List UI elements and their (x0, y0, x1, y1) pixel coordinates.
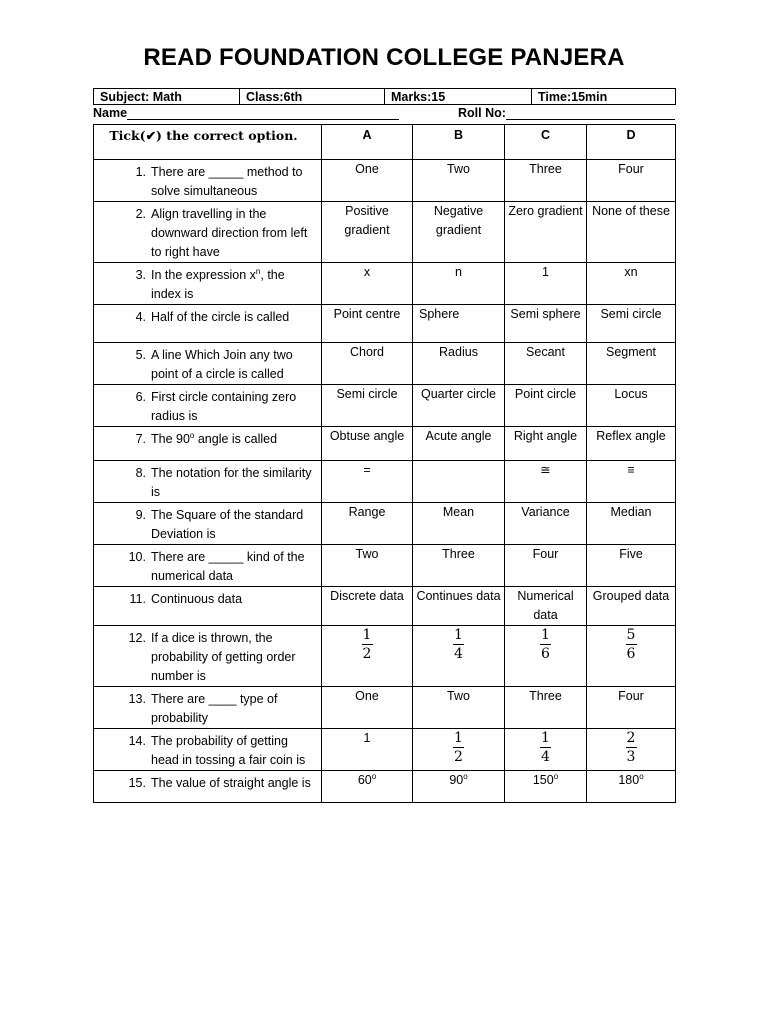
column-a-heading: A (322, 125, 413, 160)
question-row (94, 202, 676, 263)
fraction: $\frac{5}{6}$ (626, 627, 636, 662)
option-c[interactable]: Three (505, 160, 587, 202)
option-d[interactable]: ≡ (587, 461, 676, 503)
option-b[interactable]: 90$^o$ (413, 771, 505, 803)
question-number: 3. (135, 268, 146, 282)
question-row (94, 545, 676, 587)
question-row (94, 263, 676, 305)
option-d[interactable] (587, 626, 676, 687)
option-a[interactable]: x (322, 263, 413, 305)
option-c[interactable] (505, 729, 587, 771)
question-text: The 90$^o$ angle is called (151, 430, 278, 446)
time-cell: Time:15min (532, 89, 676, 105)
subject-cell: Subject: Math (94, 89, 240, 105)
question-row (94, 160, 676, 202)
question-text: The probability of getting head in tossing a fair coin is (151, 734, 306, 767)
option-b[interactable]: Mean (413, 503, 505, 545)
option-a[interactable]: = (322, 461, 413, 503)
instruction-heading: Tick(✔) the correct option. (94, 125, 322, 160)
question-text: Continuous data (151, 592, 243, 606)
question-number: 11. (129, 592, 146, 606)
option-c[interactable]: Point circle (505, 385, 587, 427)
question-row (94, 343, 676, 385)
option-d[interactable]: Four (587, 160, 676, 202)
question-number: 7. (135, 432, 146, 446)
question-text: There are _____ kind of the numerical data (151, 550, 305, 583)
info-table (93, 88, 676, 105)
option-c[interactable]: Secant (505, 343, 587, 385)
option-b[interactable]: Radius (413, 343, 505, 385)
option-b[interactable] (413, 461, 505, 503)
option-b[interactable]: Acute angle (413, 427, 505, 461)
option-a[interactable]: Two (322, 545, 413, 587)
question-text: Half of the circle is called (151, 310, 290, 324)
mcq-table (93, 124, 676, 803)
question-number: 4. (135, 310, 146, 324)
option-a[interactable]: One (322, 160, 413, 202)
question-number: 13. (128, 692, 146, 706)
roll-number-field-line[interactable] (506, 119, 675, 120)
option-b[interactable] (413, 729, 505, 771)
option-a[interactable]: One (322, 687, 413, 729)
column-d-heading: D (587, 125, 676, 160)
option-d[interactable]: Grouped data (587, 587, 676, 626)
question-text: There are ____ type of probability (151, 692, 278, 725)
question-number: 14. (128, 734, 146, 748)
question-text: If a dice is thrown, the probability of getting order number is (151, 631, 296, 683)
fraction: $\frac{1}{2}$ (362, 627, 372, 662)
option-c[interactable]: Semi sphere (505, 305, 587, 343)
question-text: The notation for the similarity is (151, 466, 312, 499)
option-b[interactable]: Two (413, 687, 505, 729)
question-number: 10. (128, 550, 146, 564)
option-c[interactable]: Numerical data (505, 587, 587, 626)
page-title: READ FOUNDATION COLLEGE PANJERA (143, 44, 625, 71)
question-row (94, 771, 676, 803)
fraction: $\frac{1}{4}$ (454, 627, 463, 662)
option-d[interactable]: xn (587, 263, 676, 305)
fraction: $\frac{1}{6}$ (541, 627, 550, 662)
question-text: First circle containing zero radius is (151, 390, 297, 423)
option-c[interactable]: 150$^o$ (505, 771, 587, 803)
option-c[interactable]: 1 (505, 263, 587, 305)
option-d[interactable] (587, 729, 676, 771)
option-c[interactable]: Three (505, 687, 587, 729)
option-b[interactable]: n (413, 263, 505, 305)
option-b[interactable]: Quarter circle (413, 385, 505, 427)
question-row (94, 503, 676, 545)
fraction: $\frac{2}{3}$ (626, 730, 636, 765)
option-d[interactable]: Segment (587, 343, 676, 385)
question-number: 2. (135, 207, 146, 221)
question-row (94, 461, 676, 503)
option-c[interactable] (505, 626, 587, 687)
roll-number-label: Roll No: (458, 106, 506, 120)
question-text: In the expression $x^n$, the index is (151, 266, 285, 301)
question-number: 12. (128, 631, 146, 645)
option-b[interactable] (413, 626, 505, 687)
student-details (93, 106, 675, 122)
column-b-heading: B (413, 125, 505, 160)
class-cell: Class:6th (240, 89, 385, 105)
name-label: Name (93, 106, 128, 120)
question-number: 5. (135, 348, 146, 362)
question-text: There are _____ method to solve simultaneous (151, 165, 303, 198)
question-row (94, 626, 676, 687)
fraction: $\frac{1}{2}$ (454, 730, 463, 765)
option-d[interactable]: Locus (587, 385, 676, 427)
marks-cell: Marks:15 (385, 89, 532, 105)
option-d[interactable]: Five (587, 545, 676, 587)
option-b[interactable]: Two (413, 160, 505, 202)
question-number: 6. (135, 390, 146, 404)
option-c[interactable]: Four (505, 545, 587, 587)
option-d[interactable]: Four (587, 687, 676, 729)
option-a[interactable]: Positive gradient (322, 202, 413, 263)
option-a[interactable]: Chord (322, 343, 413, 385)
option-d[interactable]: None of these (587, 202, 676, 263)
question-text: The value of straight angle is (151, 776, 311, 790)
option-a[interactable]: Discrete data (322, 587, 413, 626)
question-text: Align travelling in the downward direction from left to right have (151, 207, 308, 259)
question-number: 8. (135, 466, 146, 480)
question-row (94, 385, 676, 427)
option-c[interactable]: Variance (505, 503, 587, 545)
option-a[interactable]: Obtuse angle (322, 427, 413, 461)
question-number: 9. (135, 508, 146, 522)
question-row (94, 687, 676, 729)
option-a[interactable] (322, 626, 413, 687)
question-row (94, 729, 676, 771)
option-a[interactable]: 60$^o$ (322, 771, 413, 803)
option-b[interactable]: Three (413, 545, 505, 587)
option-d[interactable]: Reflex angle (587, 427, 676, 461)
option-d[interactable]: Median (587, 503, 676, 545)
option-b[interactable]: Sphere (413, 305, 505, 343)
question-row (94, 305, 676, 343)
option-d[interactable]: 180$^o$ (587, 771, 676, 803)
option-c[interactable]: Right angle (505, 427, 587, 461)
question-number: 1. (135, 165, 146, 179)
mcq-header-row (94, 125, 676, 160)
option-b[interactable]: Negative gradient (413, 202, 505, 263)
question-text: The Square of the standard Deviation is (151, 508, 304, 541)
column-c-heading: C (505, 125, 587, 160)
option-a[interactable]: Semi circle (322, 385, 413, 427)
option-c[interactable]: Zero gradient (505, 202, 587, 263)
name-field-line[interactable] (127, 119, 399, 120)
question-row (94, 427, 676, 461)
option-a[interactable]: 1 (322, 729, 413, 771)
option-b[interactable]: Continues data (413, 587, 505, 626)
fraction: $\frac{1}{4}$ (541, 730, 550, 765)
question-text: A line Which Join any two point of a circle is called (151, 348, 293, 381)
question-number: 15. (128, 776, 146, 790)
option-a[interactable]: Range (322, 503, 413, 545)
question-row (94, 587, 676, 626)
option-c[interactable]: ≅ (505, 461, 587, 503)
option-a[interactable]: Point centre (322, 305, 413, 343)
option-d[interactable]: Semi circle (587, 305, 676, 343)
